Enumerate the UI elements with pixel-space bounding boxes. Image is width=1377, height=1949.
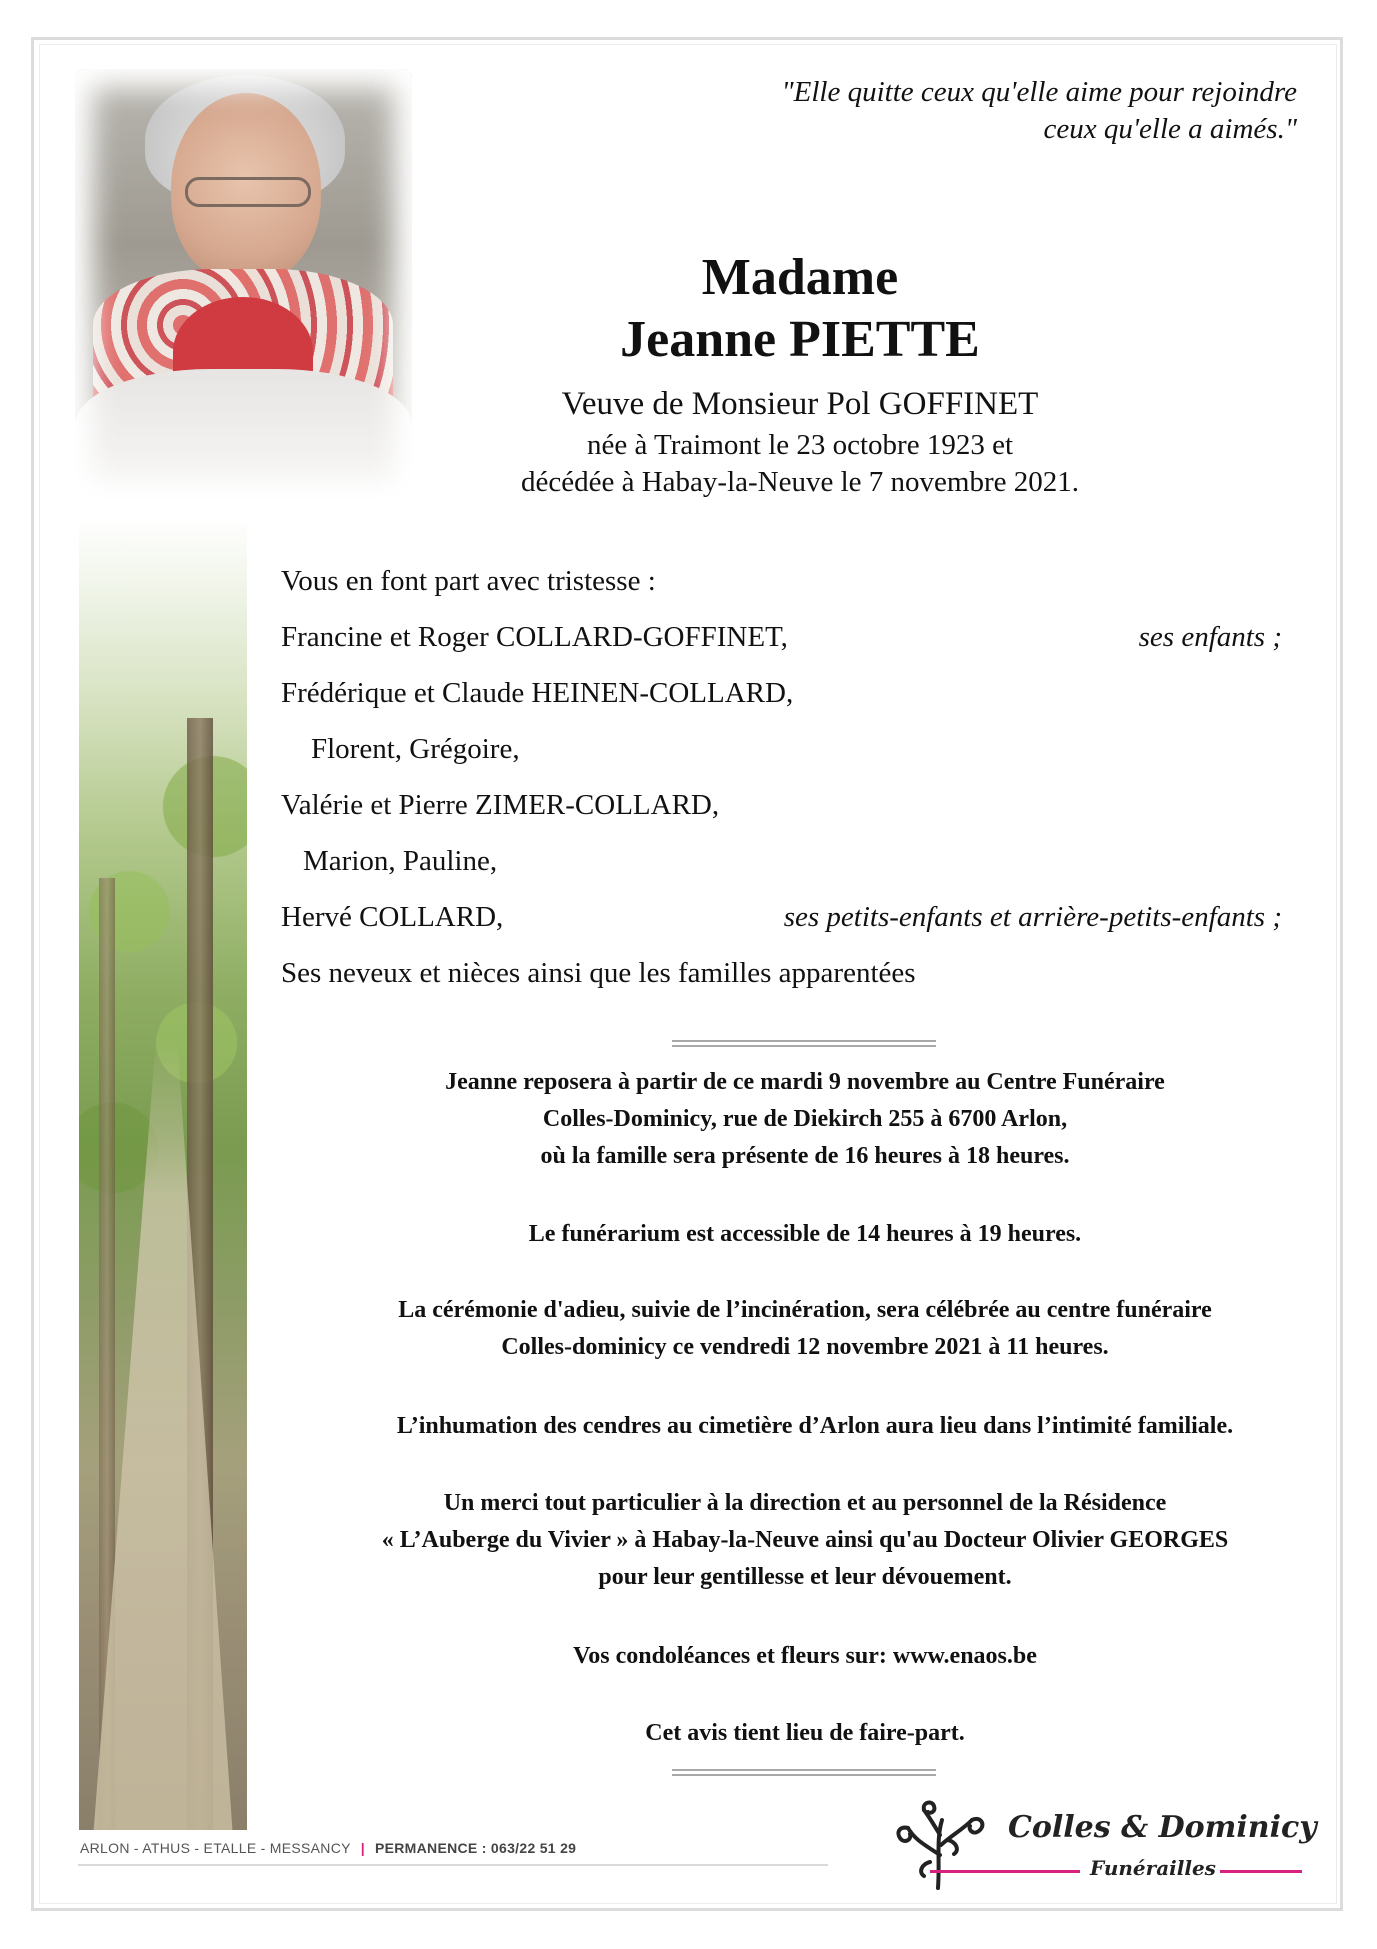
family-line: Frédérique et Claude HEINEN-COLLARD, — [281, 677, 794, 709]
family-line: Valérie et Pierre ZIMER-COLLARD, — [281, 789, 720, 821]
info-rest-2: Colles-Dominicy, rue de Diekirch 255 à 6700 Arlon, — [542, 1106, 1068, 1132]
family-line: Florent, Grégoire, — [311, 733, 520, 765]
honorific: Madame — [701, 249, 899, 306]
quote-line-2: ceux qu'elle a aimés." — [1043, 113, 1297, 145]
footer-locations: ARLON - ATHUS - ETALLE - MESSANCY — [80, 1840, 351, 1856]
separator-top — [672, 1040, 936, 1047]
forest-path-image — [79, 518, 247, 1830]
role-children: ses enfants ; — [1138, 621, 1282, 653]
brand-underline-left — [930, 1870, 1080, 1873]
family-line: Ses neveux et nièces ainsi que les familles apparentées — [281, 957, 916, 989]
footer-separator: | — [360, 1840, 365, 1856]
info-notice: Cet avis tient lieu de faire-part. — [645, 1720, 965, 1746]
brand-subtitle: Funérailles — [1090, 1856, 1216, 1880]
epitaph-quote — [597, 74, 1297, 148]
spouse-line: Veuve de Monsieur Pol GOFFINET — [561, 386, 1039, 422]
info-thanks-2: « L’Auberge du Vivier » à Habay-la-Neuve ainsi qu'au Docteur Olivier GEORGES — [381, 1527, 1229, 1553]
info-thanks-1: Un merci tout particulier à la direction et au personnel de la Résidence — [443, 1490, 1167, 1516]
portrait-photo — [75, 69, 412, 509]
info-rest-1: Jeanne reposera à partir de ce mardi 9 novembre au Centre Funéraire — [445, 1069, 1165, 1095]
info-access: Le funérarium est accessible de 14 heures à 19 heures. — [528, 1221, 1082, 1247]
role-grandchildren: ses petits-enfants et arrière-petits-enfants ; — [783, 901, 1282, 933]
deceased-name: Jeanne PIETTE — [620, 311, 980, 368]
brand-underline-right — [1220, 1870, 1302, 1873]
info-thanks-3: pour leur gentillesse et leur dévouement. — [598, 1564, 1012, 1590]
separator-bottom — [672, 1769, 936, 1776]
death-line: décédée à Habay-la-Neuve le 7 novembre 2021. — [521, 466, 1079, 498]
birth-line: née à Traimont le 23 octobre 1923 et — [586, 429, 1014, 461]
footer-rule — [78, 1864, 828, 1866]
family-line: Hervé COLLARD, — [281, 901, 504, 933]
info-burial: L’inhumation des cendres au cimetière d’Arlon aura lieu dans l’intimité familiale. — [396, 1413, 1234, 1439]
quote-line-1: "Elle quitte ceux qu'elle aime pour rejoindre — [781, 76, 1297, 108]
tree-icon — [890, 1800, 990, 1890]
info-ceremony-1: La cérémonie d'adieu, suivie de l’incinération, sera célébrée au centre funéraire — [398, 1297, 1212, 1323]
footer-contact — [80, 1840, 576, 1856]
family-line: Francine et Roger COLLARD-GOFFINET, — [281, 621, 788, 653]
colles-dominicy-logo — [890, 1800, 1317, 1900]
family-line: Marion, Pauline, — [303, 845, 498, 877]
footer-permanence: PERMANENCE : 063/22 51 29 — [375, 1840, 577, 1856]
info-ceremony-2: Colles-dominicy ce vendredi 12 novembre 2021 à 11 heures. — [501, 1334, 1109, 1360]
info-condolences: Vos condoléances et fleurs sur: www.enaos.be — [573, 1643, 1037, 1669]
brand-name: Colles & Dominicy — [1008, 1810, 1317, 1845]
info-rest-3: où la famille sera présente de 16 heures à 18 heures. — [540, 1143, 1070, 1169]
family-intro: Vous en font part avec tristesse : — [281, 565, 656, 597]
